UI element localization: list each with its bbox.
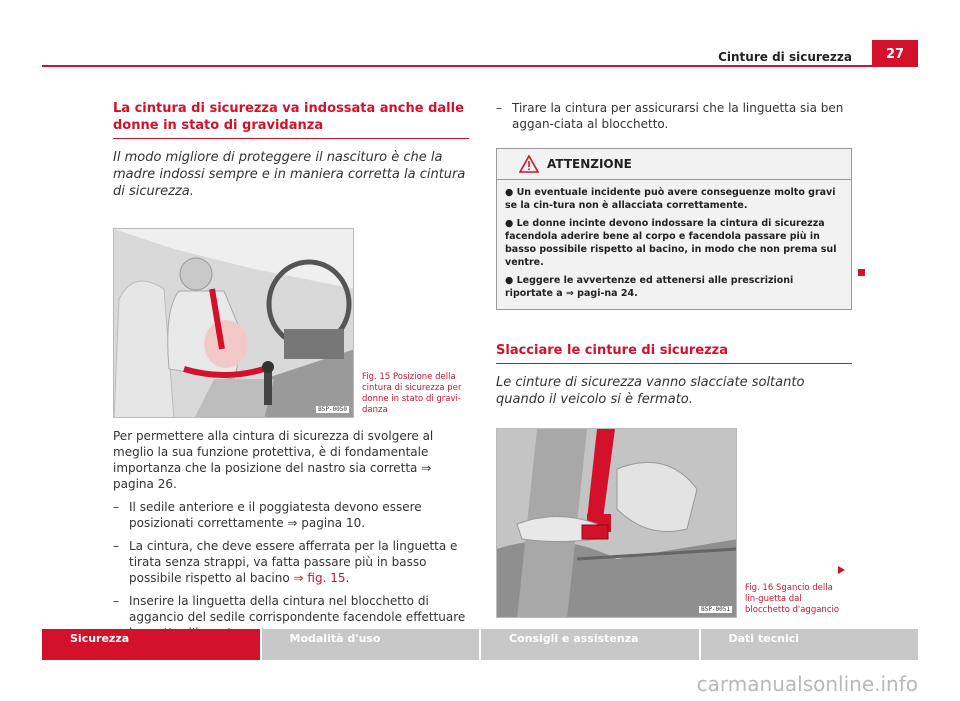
right-column bbox=[496, 100, 852, 618]
section-title-unfasten: Slacciare le cinture di sicurezza bbox=[496, 342, 852, 364]
list-item bbox=[113, 499, 469, 531]
list-item-text: La cintura, che deve essere afferrata per la linguetta e tirata senza strappi, va fatta passare più in basso possibile rispetto al bacino bbox=[129, 539, 458, 585]
buckle-release-illustration bbox=[497, 429, 737, 618]
list-item-text: Inserire la linguetta della cintura nel blocchetto di aggancio del sedile corrispondente facendole effettuare bbox=[129, 594, 466, 624]
warning-triangle-icon bbox=[519, 155, 539, 173]
list-item bbox=[496, 100, 852, 132]
running-header-title: Cinture di sicurezza bbox=[718, 50, 852, 64]
header-rule bbox=[42, 65, 918, 67]
figure-15-code: B5P-0050 bbox=[318, 406, 347, 413]
warning-box bbox=[496, 148, 852, 310]
warning-item: ● Le donne incinte devono indossare la cintura di sicurezza facendola aderire bene al corpo e facendola passare più in basso possibile rispetto al bacino, in modo che non prema sul ventre. bbox=[505, 218, 837, 268]
list-item-text: Il sedile anteriore e il poggiatesta devono essere posizionati correttamente ⇒ pagina 10. bbox=[129, 500, 422, 530]
figure-16-caption: Fig. 16 Sgancio della lin-guetta dal blocchetto d'aggancio bbox=[745, 583, 840, 615]
pregnant-driver-illustration bbox=[114, 229, 354, 418]
dash-marker: – bbox=[113, 594, 119, 608]
figure-15-caption: Fig. 15 Posizione della cintura di sicurezza per donne in stato di gravi-danza bbox=[362, 372, 462, 415]
dash-marker: – bbox=[113, 539, 119, 553]
figure-16-code: B5P-0051 bbox=[701, 606, 730, 613]
warning-header bbox=[497, 149, 851, 180]
section-intro-unfasten: Le cinture di sicurezza vanno slacciate soltanto quando il veicolo si è fermato. bbox=[496, 375, 805, 407]
figure-16 bbox=[496, 428, 852, 618]
section-title-pregnancy: La cintura di sicurezza va indossata anche dalle donne in stato di gravidanza bbox=[113, 100, 469, 139]
figure-15-image bbox=[113, 228, 354, 418]
chapter-tab-bar bbox=[42, 629, 918, 660]
section-end-marker bbox=[858, 269, 865, 276]
figure-15-link[interactable]: ⇒ fig. 15 bbox=[293, 571, 346, 585]
dash-marker: – bbox=[113, 500, 119, 514]
list-item bbox=[113, 538, 469, 586]
page-number: 27 bbox=[872, 40, 918, 67]
figure-16-image bbox=[496, 428, 737, 618]
left-column bbox=[113, 100, 469, 641]
section-intro-pregnancy: Il modo migliore di proteggere il nascituro è che la madre indossi sempre e in maniera corretta la cintura di sicurezza. bbox=[113, 150, 466, 199]
warning-item: ● Leggere le avvertenze ed attenersi alle prescrizioni riportate a ⇒ pagi-na 24. bbox=[505, 275, 794, 299]
dash-marker: – bbox=[496, 101, 502, 115]
warning-title: ATTENZIONE bbox=[547, 157, 632, 171]
tab-dati-tecnici[interactable]: Dati tecnici bbox=[701, 629, 919, 660]
warning-body bbox=[497, 180, 851, 309]
warning-item: ● Un eventuale incidente può avere conseguenze molto gravi se la cin-tura non è allacciata correttamente. bbox=[505, 187, 836, 211]
list-item-text: Tirare la cintura per assicurarsi che la linguetta sia ben aggan-ciata al blocchetto. bbox=[512, 101, 844, 131]
body-paragraph: Per permettere alla cintura di sicurezza di svolgere al meglio la sua funzione protettiva, è di fondamentale importanza che la posizione del nastro sia corretta ⇒ pagina 26. bbox=[113, 429, 434, 491]
tab-sicurezza[interactable]: Sicurezza bbox=[42, 629, 262, 660]
continue-arrow-icon bbox=[838, 566, 845, 574]
tab-consigli-e-assistenza[interactable]: Consigli e assistenza bbox=[481, 629, 701, 660]
tab-modalita-duso[interactable]: Modalità d'uso bbox=[262, 629, 482, 660]
figure-15 bbox=[113, 228, 469, 418]
list-item-punct: . bbox=[345, 571, 350, 585]
watermark: carmanualsonline.info bbox=[696, 672, 918, 696]
